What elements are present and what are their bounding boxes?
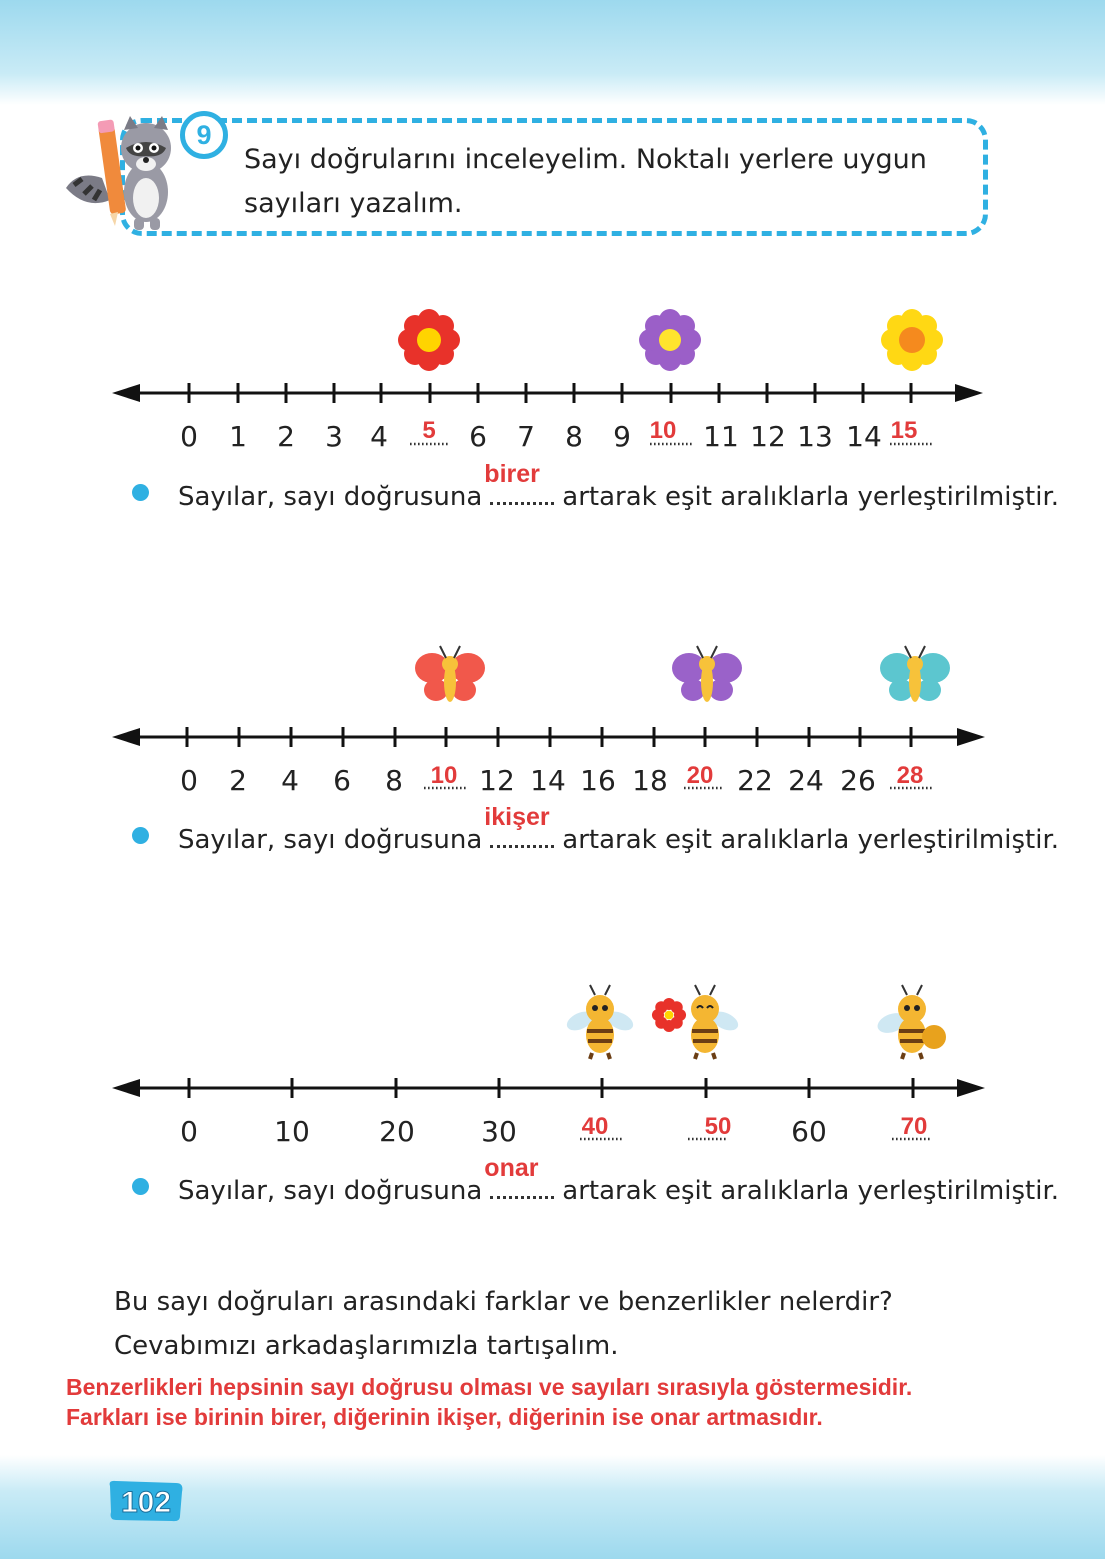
- tick-label: 2: [229, 764, 247, 797]
- tick-label: 14: [530, 764, 566, 797]
- tick-label: 4: [281, 764, 299, 797]
- line-2-labels: [180, 762, 932, 797]
- tick-label: 10: [274, 1115, 310, 1148]
- statement-text: Sayılar, sayı doğrusuna: [178, 482, 483, 512]
- tick-label: 0: [180, 1115, 198, 1148]
- purple-flower-icon: [639, 309, 701, 371]
- orange-butterfly-icon: [415, 646, 485, 702]
- tick-label: 3: [325, 420, 343, 453]
- bee-with-honey-icon: [875, 985, 946, 1059]
- tick-label: 8: [565, 420, 583, 453]
- tick-label: 4: [370, 420, 388, 453]
- tick-label: 12: [750, 420, 786, 453]
- number-line-2: [112, 727, 985, 747]
- statement-1: [178, 460, 1060, 512]
- line-2-icons: [415, 646, 950, 702]
- task-instruction: Sayı doğrularını inceleyelim. Noktalı yerlere uygun sayıları yazalım.: [244, 144, 927, 219]
- tick-label: 20: [379, 1115, 415, 1148]
- blank-fill: [484, 460, 554, 505]
- yellow-flower-icon: [881, 309, 943, 371]
- page-number: [106, 1478, 186, 1524]
- tick-label: 11: [703, 420, 739, 453]
- number-line-3: [112, 1078, 985, 1098]
- answer-value: 20: [686, 762, 714, 789]
- purple-butterfly-icon: [672, 646, 742, 702]
- tick-label: 26: [840, 764, 876, 797]
- bullet-dot: [132, 827, 149, 844]
- bee-icon: [564, 985, 636, 1059]
- tick-label: 7: [517, 420, 535, 453]
- answer-value: 10: [649, 417, 677, 444]
- line-3-labels: [180, 1113, 932, 1148]
- red-flower-icon: [398, 309, 460, 371]
- tick-label: 24: [788, 764, 824, 797]
- answer-value: 10: [430, 762, 458, 789]
- tick-label: 12: [479, 764, 515, 797]
- tick-label: 6: [333, 764, 351, 797]
- discussion-question: Bu sayı doğruları arasındaki farklar ve benzerlikler nelerdir? Cevabımızı arkadaşlarımızla tartışalım.: [114, 1287, 893, 1361]
- tick-label: 0: [180, 420, 198, 453]
- tick-label: 60: [791, 1115, 827, 1148]
- tick-label: 13: [797, 420, 833, 453]
- bee-with-flower-icon: [652, 985, 741, 1059]
- answer-value: 70: [900, 1113, 928, 1140]
- tick-label: 22: [737, 764, 773, 797]
- tick-label: 8: [385, 764, 403, 797]
- tick-label: 18: [632, 764, 668, 797]
- tick-label: 6: [469, 420, 487, 453]
- statement-text: Sayılar, sayı doğrusuna: [178, 825, 483, 855]
- answer-value: 50: [704, 1113, 732, 1140]
- task-number-badge: 9: [180, 111, 228, 159]
- teal-butterfly-icon: [880, 646, 950, 702]
- statement-text: artarak eşit aralıklarla yerleştirilmiştir.: [562, 1176, 1060, 1206]
- statement-text: Sayılar, sayı doğrusuna: [178, 1176, 483, 1206]
- statement-text: artarak eşit aralıklarla yerleştirilmiştir.: [562, 482, 1060, 512]
- tick-label: 1: [229, 420, 247, 453]
- statement-2: [178, 803, 1060, 855]
- line-3-icons: [564, 985, 946, 1059]
- answer-line: Benzerlikleri hepsinin sayı doğrusu olması ve sayıları sırasıyla göstermesidir.: [66, 1374, 913, 1400]
- blank-fill: [484, 803, 554, 848]
- blank-answer: birer: [484, 460, 540, 488]
- tick-label: 2: [277, 420, 295, 453]
- statement-3: [178, 1154, 1060, 1206]
- statement-text: artarak eşit aralıklarla yerleştirilmiştir.: [562, 825, 1060, 855]
- tick-label: 14: [846, 420, 882, 453]
- answer-value: 5: [422, 417, 436, 444]
- answer-value: 15: [890, 417, 918, 444]
- answer-value: 28: [896, 762, 924, 789]
- blank-answer: ikişer: [484, 803, 550, 831]
- line-1-icons: [398, 309, 943, 371]
- answer-value: 40: [581, 1113, 609, 1140]
- bullet-dot: [132, 1178, 149, 1195]
- tick-label: 30: [481, 1115, 517, 1148]
- bullet-dot: [132, 484, 149, 501]
- blank-fill: [484, 1154, 554, 1199]
- discussion-answer: [66, 1372, 1066, 1432]
- number-line-1: [112, 383, 983, 403]
- tick-label: 0: [180, 764, 198, 797]
- blank-answer: onar: [484, 1154, 539, 1182]
- page-number-text: 102: [120, 1486, 172, 1519]
- answer-line: Farkları ise birinin birer, diğerinin ikişer, diğerinin ise onar artmasıdır.: [66, 1404, 823, 1430]
- tick-label: 9: [613, 420, 631, 453]
- line-1-labels: [180, 417, 932, 453]
- tick-label: 16: [580, 764, 616, 797]
